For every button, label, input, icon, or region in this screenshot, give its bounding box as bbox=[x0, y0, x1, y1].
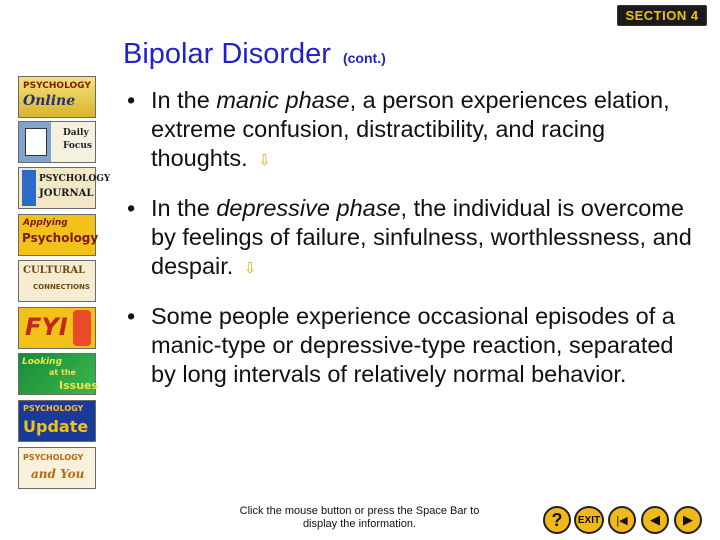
psychology-and-you-icon: PSYCHOLOGY bbox=[23, 453, 84, 462]
bullet-dot: • bbox=[127, 303, 136, 329]
bullet-item bbox=[124, 86, 704, 175]
bullet-text-post: , a person experiences elation, extreme confusion, distractibility, and racing thoughts. bbox=[151, 87, 670, 171]
bullet-item bbox=[124, 302, 704, 389]
looking-at-the-issues-label-2: at the bbox=[49, 368, 76, 377]
psychology-journal-label-2: JOURNAL bbox=[39, 188, 94, 199]
applying-psychology-button[interactable] bbox=[18, 214, 99, 256]
bullet-text-pre: In the bbox=[151, 87, 217, 113]
bullet-item bbox=[124, 194, 704, 283]
psychology-journal-label-1: PSYCHOLOGY bbox=[39, 174, 111, 184]
help-icon: ? bbox=[551, 509, 563, 530]
previous-slide-icon: ◀ bbox=[650, 512, 660, 527]
bullet-text-post: , the individual is overcome by feelings of failure, sinfulness, worthlessness, and despair. bbox=[151, 195, 692, 279]
cultural-connections-icon: CULTURAL bbox=[23, 265, 86, 276]
bullet-text-emphasis: depressive phase bbox=[216, 195, 401, 221]
bullet-list bbox=[124, 86, 704, 408]
cultural-connections-label: CONNECTIONS bbox=[33, 283, 90, 291]
daily-focus-label-1: Daily bbox=[63, 128, 89, 138]
looking-at-the-issues-icon: Issues bbox=[59, 379, 99, 392]
help-button[interactable] bbox=[543, 506, 571, 534]
psychology-journal-button[interactable] bbox=[18, 167, 111, 209]
previous-slide-button[interactable] bbox=[641, 506, 669, 534]
looking-at-the-issues-button[interactable] bbox=[18, 353, 99, 395]
fyi-decoration bbox=[73, 310, 91, 346]
daily-focus-button[interactable] bbox=[18, 121, 96, 163]
applying-psychology-icon: Applying bbox=[23, 218, 68, 228]
cultural-connections-button[interactable] bbox=[18, 260, 96, 302]
psychology-update-button[interactable] bbox=[18, 400, 96, 442]
psychology-online-label: Online bbox=[23, 93, 76, 109]
psychology-and-you-button[interactable] bbox=[18, 447, 96, 489]
bullet-text-post: Some people experience occasional episodes of a manic-type or depressive-type reaction, separated by long intervals of relatively normal behavior. bbox=[151, 303, 675, 387]
bullet-text-emphasis: manic phase bbox=[216, 87, 350, 113]
footer-instruction: Click the mouse button or press the Space Bar to display the information. bbox=[239, 505, 480, 530]
next-slide-icon: ▶ bbox=[683, 512, 693, 527]
fyi-button[interactable] bbox=[18, 307, 96, 349]
slide-title-sub: (cont.) bbox=[342, 50, 386, 66]
bullet-dot: • bbox=[127, 87, 136, 113]
bullet-dot: • bbox=[127, 195, 136, 221]
section-badge: SECTION 4 bbox=[617, 5, 707, 26]
slide-title-main: Bipolar Disorder bbox=[123, 38, 331, 70]
psychology-update-icon: PSYCHOLOGY bbox=[23, 404, 84, 413]
psychology-update-label: Update bbox=[23, 417, 89, 436]
advance-arrow-icon: ⇩ bbox=[258, 152, 271, 169]
first-slide-icon: |◀ bbox=[616, 514, 628, 527]
daily-focus-icon bbox=[25, 128, 47, 156]
psychology-online-button[interactable] bbox=[18, 76, 96, 118]
fyi-icon: FYI bbox=[25, 313, 68, 341]
psychology-journal-icon bbox=[22, 170, 36, 206]
next-slide-button[interactable] bbox=[674, 506, 702, 534]
exit-button[interactable]: EXIT bbox=[574, 506, 604, 534]
psychology-and-you-label: and You bbox=[31, 467, 85, 481]
first-slide-button[interactable] bbox=[608, 506, 636, 534]
applying-psychology-label: Psychology bbox=[22, 231, 99, 245]
looking-at-the-issues-label-1: Looking bbox=[22, 357, 63, 367]
psychology-online-icon: PSYCHOLOGY bbox=[23, 81, 91, 91]
slide-title bbox=[123, 38, 386, 71]
daily-focus-label-2: Focus bbox=[63, 141, 92, 151]
advance-arrow-icon: ⇩ bbox=[243, 260, 257, 277]
bullet-text-pre: In the bbox=[151, 195, 217, 221]
